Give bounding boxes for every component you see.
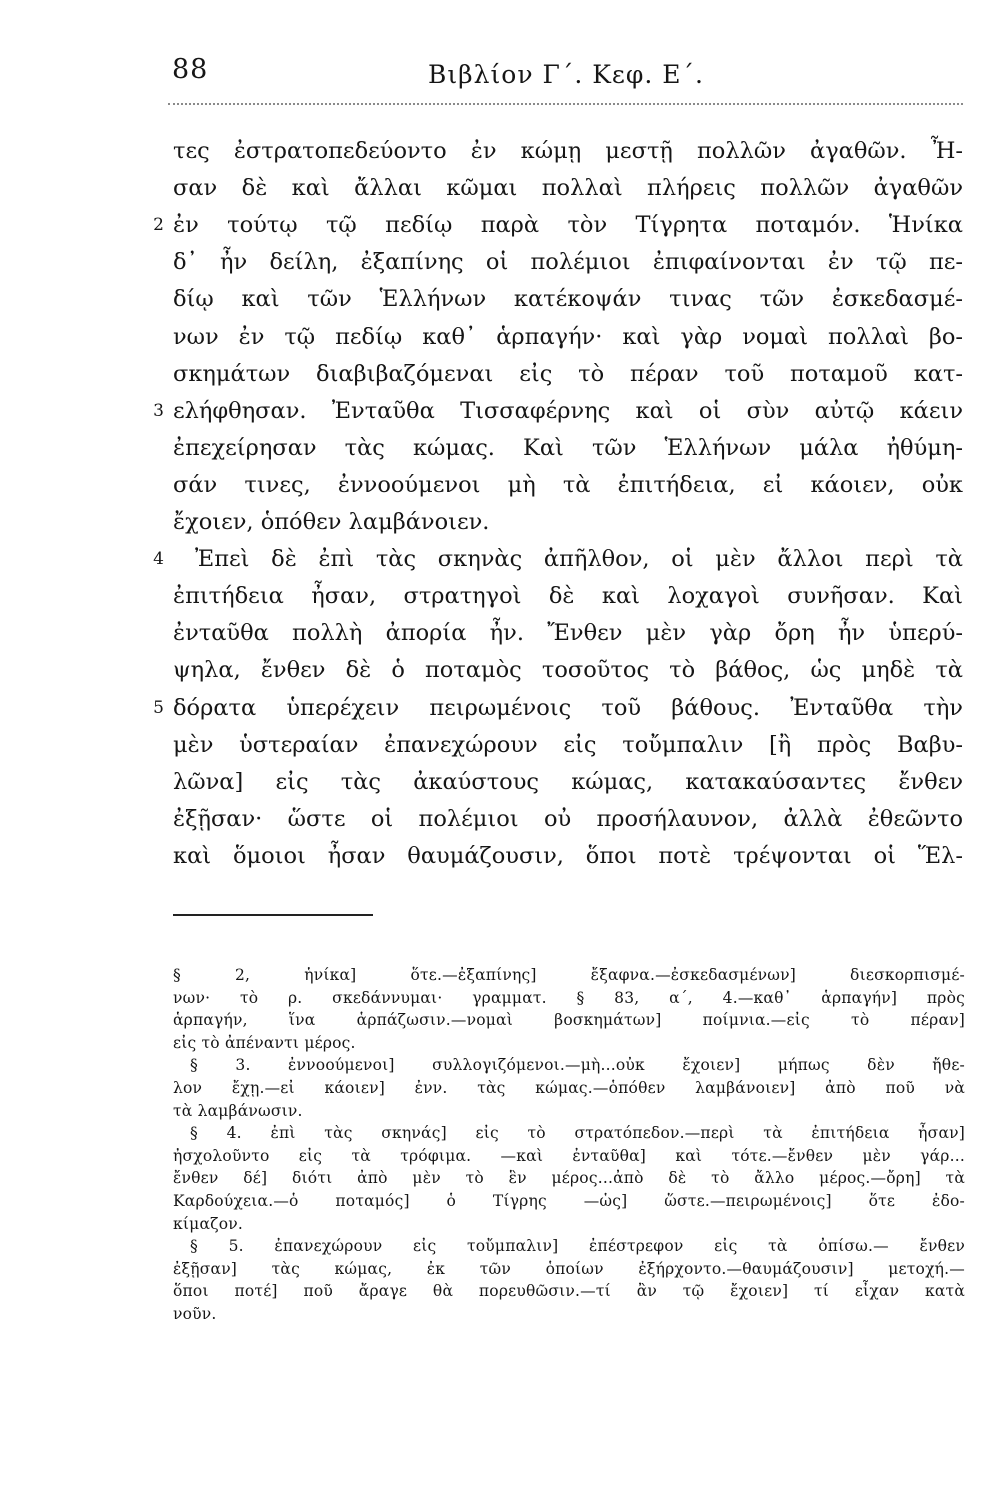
text-line: νων ἐν τῷ πεδίῳ καθ᾽ ἁρπαγήν· καὶ γὰρ νομαὶ πολλαὶ βο- xyxy=(173,324,963,350)
text-line: ελήφθησαν. Ἐνταῦθα Τισσαφέρνης καὶ οἱ σὺν αὐτῷ κάειν xyxy=(173,398,963,424)
footnote-line: ἐξῇσαν] τὰς κώμας, ἐκ τῶν ὁποίων ἐξήρχοντο.—θαυμάζουσιν] μετοχή.— xyxy=(173,1260,965,1278)
text-line: δ᾽ ἦν δείλη, ἐξαπίνης οἱ πολέμιοι ἐπιφαίνονται ἐν τῷ πε- xyxy=(173,249,963,275)
footnote-line: Καρδούχεια.—ὁ ποταμός] ὁ Τίγρης —ὡς] ὥστε.—πειρωμένοις] ὅτε ἐδο- xyxy=(173,1192,965,1210)
text-line: λῶνα] εἰς τὰς ἀκαύστους κώμας, κατακαύσαντες ἔνθεν xyxy=(173,769,963,795)
running-head: Βιβλίον Γ΄. Κεφ. Ε΄. xyxy=(428,60,704,89)
text-line: ἐξῇσαν· ὥστε οἱ πολέμιοι οὐ προσήλαυνον, ἀλλὰ ἐθεῶντο xyxy=(173,806,963,832)
footnote-line: νων· τὸ ρ. σκεδάννυμαι· γραμματ. § 83, α΄, 4.—καθ᾽ ἁρπαγήν] πρὸς xyxy=(173,989,965,1007)
text-line: ἐνταῦθα πολλὴ ἀπορία ἦν. Ἔνθεν μὲν γὰρ ὄρη ἦν ὑπερύ- xyxy=(173,620,963,646)
text-line: ψηλα, ἔνθεν δὲ ὁ ποταμὸς τοσοῦτος τὸ βάθος, ὡς μηδὲ τὰ xyxy=(173,657,963,683)
footnote-line: ἠσχολοῦντο εἰς τὰ τρόφιμα. —καὶ ἐνταῦθα] καὶ τότε.—ἔνθεν μὲν γάρ... xyxy=(173,1147,965,1165)
footnote-line: κίμαζον. xyxy=(173,1215,243,1233)
text-line: σκημάτων διαβιβαζόμεναι εἰς τὸ πέραν τοῦ ποταμοῦ κατ- xyxy=(173,361,963,387)
text-line: δίῳ καὶ τῶν Ἑλλήνων κατέκοψάν τινας τῶν ἐσκεδασμέ- xyxy=(173,286,963,312)
text-line: ἐπεχείρησαν τὰς κώμας. Καὶ τῶν Ἑλλήνων μάλα ἠθύμη- xyxy=(173,435,963,461)
footnote-line: § 5. ἐπανεχώρουν εἰς τοὔμπαλιν] ἐπέστρεφον εἰς τὰ ὀπίσω.— ἔνθεν xyxy=(190,1237,965,1255)
text-line: Ἐπεὶ δὲ ἐπὶ τὰς σκηνὰς ἀπῆλθον, οἱ μὲν ἄλλοι περὶ τὰ xyxy=(195,546,963,572)
footnote-line: εἰς τὸ ἀπέναντι μέρος. xyxy=(173,1034,356,1052)
header-rule xyxy=(168,103,963,105)
text-line: μὲν ὑστεραίαν ἐπανεχώρουν εἰς τοὔμπαλιν [ἢ πρὸς Βαβυ- xyxy=(173,732,963,758)
text-line: τες ἐστρατοπεδεύοντο ἐν κώμῃ μεστῇ πολλῶν ἀγαθῶν. Ἦ- xyxy=(173,138,963,164)
footnote-line: ὅποι ποτέ] ποῦ ἄραγε θὰ πορευθῶσιν.—τί ἂν τῷ ἔχοιεν] τί εἶχαν κατὰ xyxy=(173,1282,965,1300)
section-number: 3 xyxy=(153,401,164,421)
footnote-line: νοῦν. xyxy=(173,1305,217,1323)
footnote-line: § 2, ἡνίκα] ὅτε.—ἐξαπίνης] ἔξαφνα.—ἐσκεδασμένων] διεσκορπισμέ- xyxy=(173,966,965,984)
section-number: 5 xyxy=(153,698,164,718)
text-line: ἐπιτήδεια ἦσαν, στρατηγοὶ δὲ καὶ λοχαγοὶ συνῆσαν. Καὶ xyxy=(173,583,963,609)
footnote-line: τὰ λαμβάνωσιν. xyxy=(173,1102,303,1120)
page-number: 88 xyxy=(172,54,209,85)
footnote-line: § 4. ἐπὶ τὰς σκηνάς] εἰς τὸ στρατόπεδον.—περὶ τὰ ἐπιτήδεια ἦσαν] xyxy=(190,1124,965,1142)
section-number: 4 xyxy=(153,549,164,569)
text-line: σάν τινες, ἐννοούμενοι μὴ τὰ ἐπιτήδεια, εἰ κάοιεν, οὐκ xyxy=(173,472,963,498)
text-line: δόρατα ὑπερέχειν πειρωμένοις τοῦ βάθους. Ἐνταῦθα τὴν xyxy=(173,695,963,721)
section-number: 2 xyxy=(153,215,164,235)
footnote-line: ἔνθεν δέ] διότι ἀπὸ μὲν τὸ ἓν μέρος...ἀπὸ δὲ τὸ ἄλλο μέρος.—ὄρη] τὰ xyxy=(173,1169,965,1187)
footnote-rule xyxy=(173,914,373,916)
text-line: ἐν τούτῳ τῷ πεδίῳ παρὰ τὸν Τίγρητα ποταμόν. Ἡνίκα xyxy=(173,212,963,238)
footnote-line: ἁρπαγήν, ἵνα ἁρπάζωσιν.—νομαὶ βοσκημάτων] ποίμνια.—εἰς τὸ πέραν] xyxy=(173,1011,965,1029)
footnote-line: λον ἔχῃ.—εἰ κάοιεν] ἐνν. τὰς κώμας.—ὁπόθεν λαμβάνοιεν] ἀπὸ ποῦ νὰ xyxy=(173,1079,965,1097)
text-line: ἔχοιεν, ὁπόθεν λαμβάνοιεν. xyxy=(173,509,490,535)
footnote-line: § 3. ἐννοούμενοι] συλλογιζόμενοι.—μὴ...οὐκ ἔχοιεν] μήπως δὲν ἤθε- xyxy=(190,1056,965,1074)
text-line: σαν δὲ καὶ ἄλλαι κῶμαι πολλαὶ πλήρεις πολλῶν ἀγαθῶν xyxy=(173,175,963,201)
text-line: καὶ ὅμοιοι ἦσαν θαυμάζουσιν, ὅποι ποτὲ τρέψονται οἱ Ἕλ- xyxy=(173,843,963,869)
